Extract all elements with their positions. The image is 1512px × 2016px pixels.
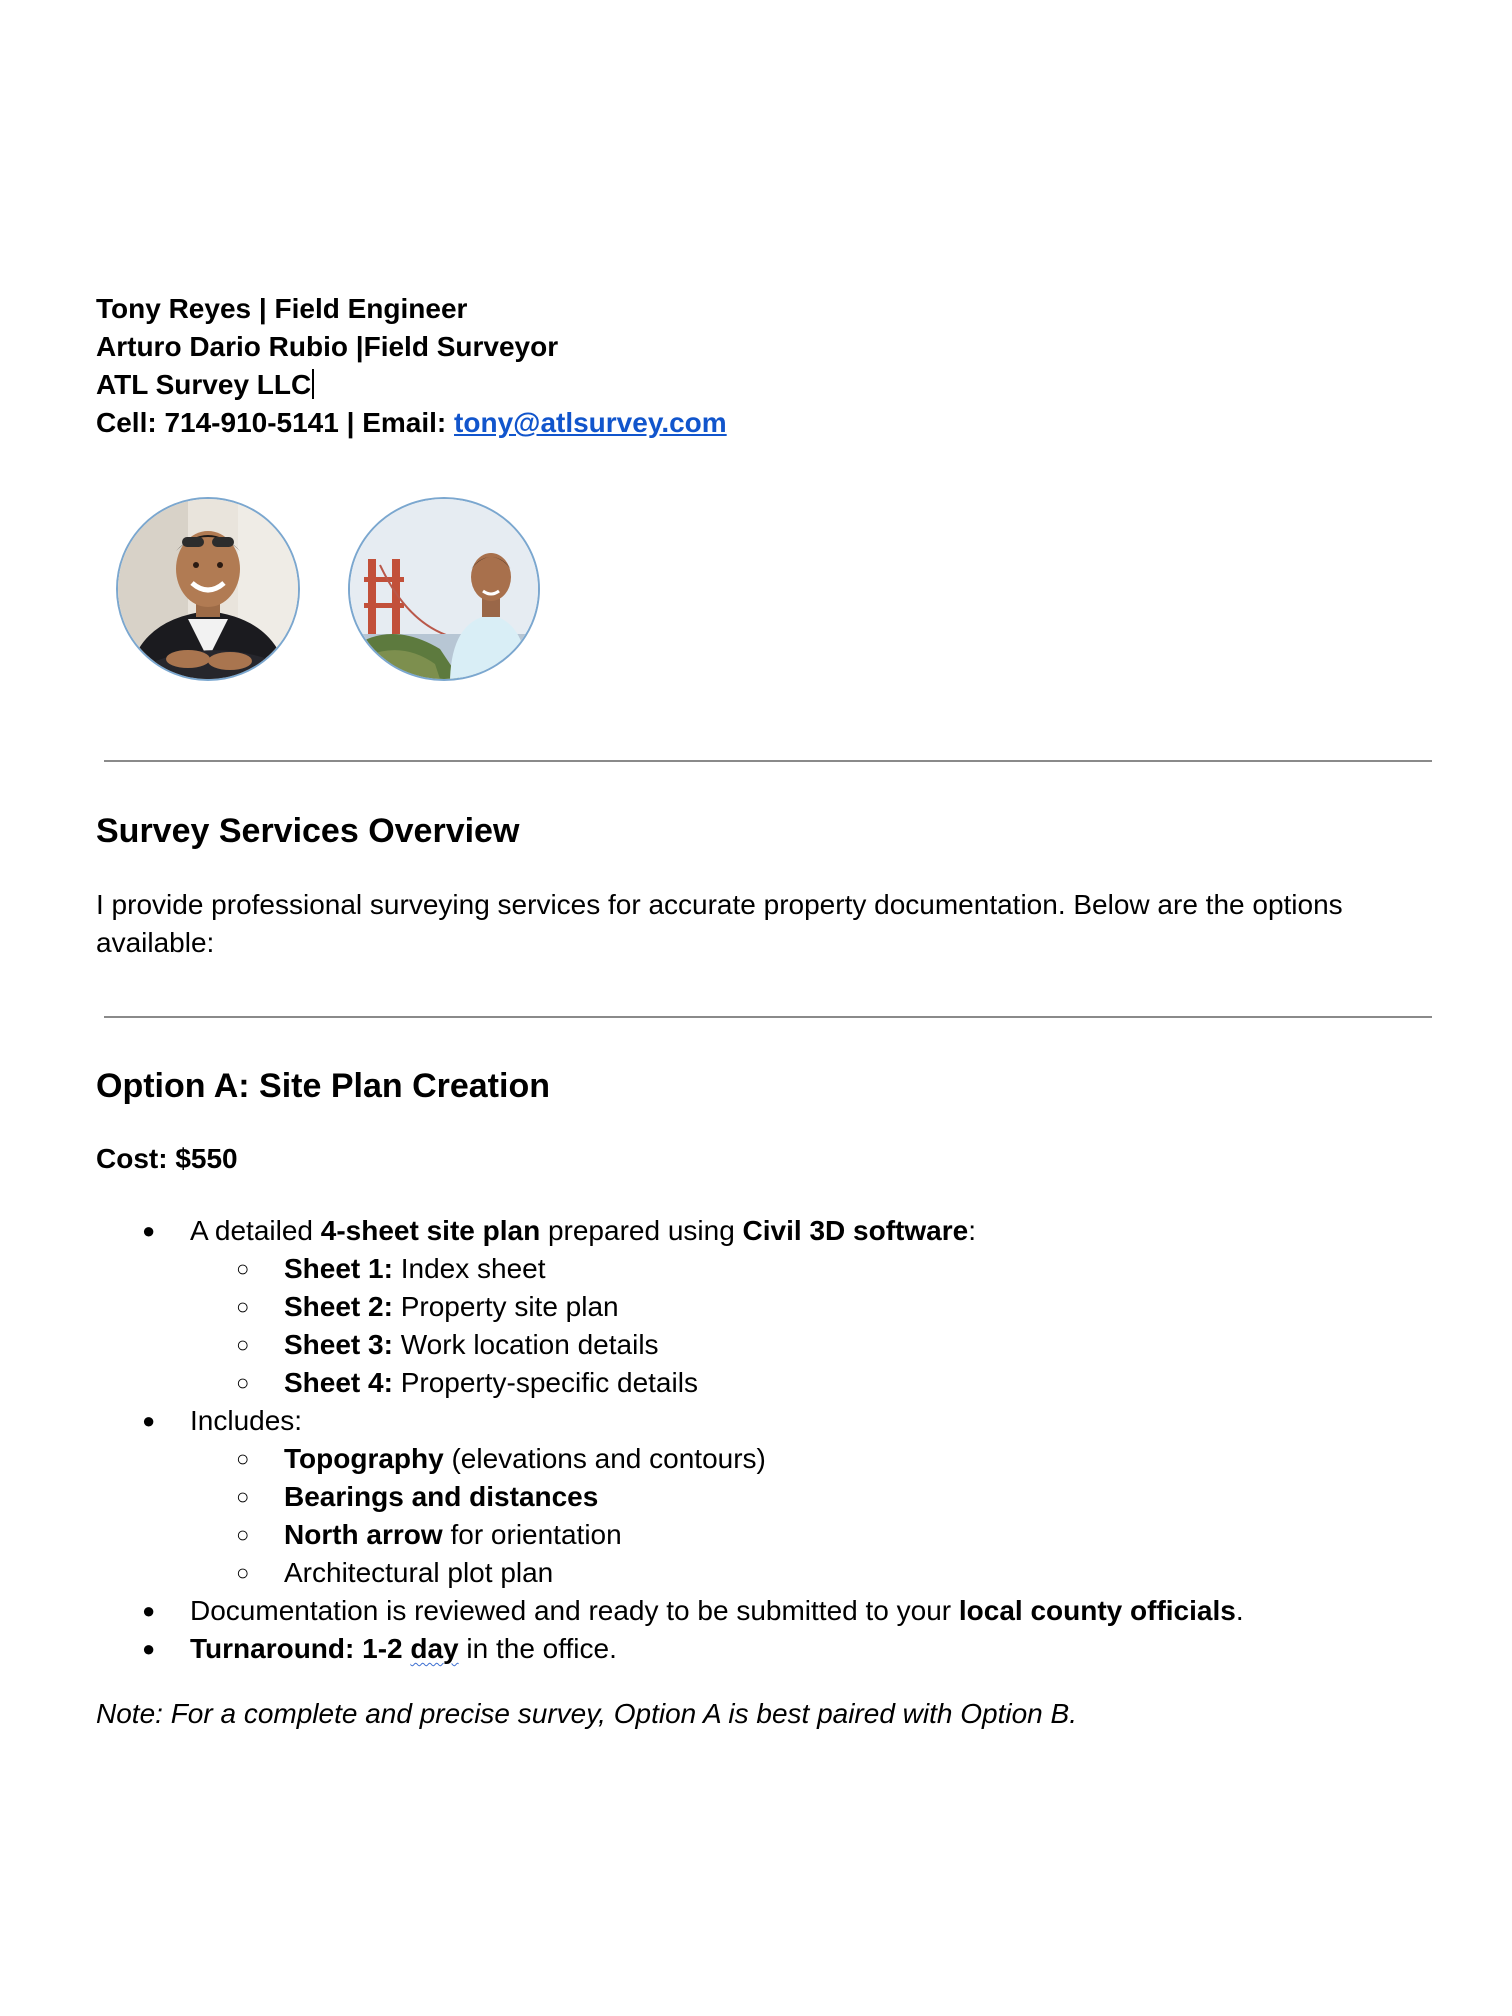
overview-intro: I provide professional surveying services for accurate property documentation. Below are the options available: — [96, 889, 1343, 958]
contact-line-company — [96, 366, 727, 404]
list-item-includes — [96, 1402, 1244, 1440]
sheet-text: Work location details — [392, 1329, 659, 1360]
bold-span: North arrow — [284, 1519, 443, 1550]
text-span: prepared using — [540, 1215, 743, 1246]
email-link[interactable]: tony@atlsurvey.com — [454, 407, 727, 438]
section-title-option-a: Option A: Site Plan Creation — [96, 1067, 550, 1105]
text-span: Includes: — [190, 1405, 303, 1436]
bold-span: Topography — [284, 1443, 444, 1474]
contact-block — [96, 290, 727, 442]
text-span: Architectural plot plan — [284, 1557, 554, 1588]
phone-text: Cell: 714-910-5141 | Email: — [96, 407, 455, 438]
contact-line-surveyor: Arturo Dario Rubio |Field Surveyor — [96, 331, 559, 362]
list-item-plot-plan — [96, 1554, 1244, 1592]
avatar-tony-reyes — [116, 497, 300, 681]
bold-span: Turnaround: 1-2 — [190, 1633, 411, 1664]
section-title-overview: Survey Services Overview — [96, 812, 520, 850]
portrait-photo-1 — [118, 499, 298, 679]
list-item-north-arrow — [96, 1516, 1244, 1554]
contact-line-engineer: Tony Reyes | Field Engineer — [96, 293, 468, 324]
spellcheck-word: day — [410, 1633, 459, 1664]
contact-line-phone-email — [96, 404, 727, 442]
horizontal-rule-2 — [104, 1016, 1432, 1018]
list-item-sheet-3 — [96, 1326, 1244, 1364]
sheet-label: Sheet 2: — [284, 1291, 393, 1322]
bold-span: Bearings and distances — [284, 1481, 599, 1512]
bold-span: 4-sheet site plan — [320, 1215, 541, 1246]
option-a-note: Note: For a complete and precise survey, Option A is best paired with Option B. — [96, 1698, 1077, 1729]
avatar-arturo-rubio — [348, 497, 540, 681]
option-a-cost: Cost: $550 — [96, 1143, 238, 1174]
text-span: : — [968, 1215, 976, 1246]
option-a-details-list — [96, 1212, 1244, 1668]
portrait-photo-2 — [350, 499, 538, 679]
text-span: (elevations and contours) — [443, 1443, 766, 1474]
sheet-label: Sheet 4: — [284, 1367, 393, 1398]
list-item-turnaround — [96, 1630, 1244, 1668]
list-item-topography — [96, 1440, 1244, 1478]
bold-span: Civil 3D software — [742, 1215, 969, 1246]
sheet-label: Sheet 1: — [284, 1253, 393, 1284]
text-span: . — [1235, 1595, 1244, 1626]
text-span: A detailed — [190, 1215, 321, 1246]
sheet-text: Property site plan — [392, 1291, 619, 1322]
list-item-bearings — [96, 1478, 1244, 1516]
text-span: in the office. — [458, 1633, 617, 1664]
sheet-text: Property-specific details — [392, 1367, 698, 1398]
list-item-documentation — [96, 1592, 1244, 1630]
list-item-site-plan — [96, 1212, 1244, 1250]
horizontal-rule-1 — [104, 760, 1432, 762]
text-cursor — [312, 369, 314, 399]
sheet-label: Sheet 3: — [284, 1329, 393, 1360]
text-span: Documentation is reviewed and ready to be submitted to your — [190, 1595, 959, 1626]
sheet-text: Index sheet — [392, 1253, 546, 1284]
bold-span: local county officials — [958, 1595, 1236, 1626]
company-name: ATL Survey LLC — [96, 369, 312, 400]
list-item-sheet-2 — [96, 1288, 1244, 1326]
list-item-sheet-1 — [96, 1250, 1244, 1288]
text-span: for orientation — [442, 1519, 622, 1550]
list-item-sheet-4 — [96, 1364, 1244, 1402]
